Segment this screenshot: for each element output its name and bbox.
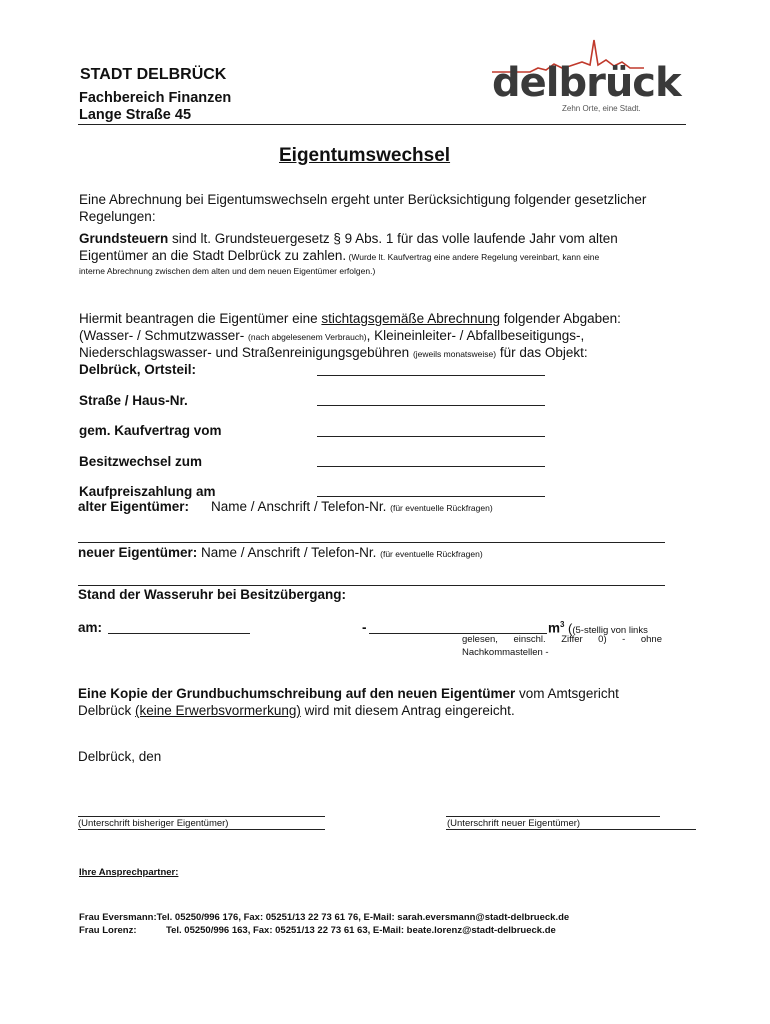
alter-eigentuemer-row	[78, 499, 493, 514]
antrag-line-3	[79, 345, 588, 360]
delbrueck-logo	[490, 38, 681, 118]
grundsteuern-text: sind lt. Grundsteuergesetz § 9 Abs. 1 für das volle laufende Jahr vom alten	[168, 231, 618, 246]
grundsteuern-line-2	[79, 248, 599, 263]
field-label-kaufpreiszahlung: Kaufpreiszahlung am	[79, 484, 216, 499]
wasseruhr-title: Stand der Wasseruhr bei Besitzübergang:	[78, 587, 347, 602]
field-label-besitzwechsel: Besitzwechsel zum	[79, 454, 203, 469]
signature-line-right[interactable]	[446, 816, 660, 817]
antrag-underlined: stichtagsgemäße Abrechnung	[321, 311, 501, 326]
antrag-note: (nach abgelesenem Verbrauch)	[248, 332, 367, 342]
unit-sup: 3	[560, 620, 565, 629]
ortsteil-field[interactable]	[317, 375, 545, 376]
wasseruhr-note-2: gelesen, einschl. Ziffer 0) - ohne	[462, 634, 662, 645]
kopie-rest: vom Amtsgericht	[515, 686, 619, 701]
contact-1	[79, 912, 569, 923]
address: Lange Straße 45	[79, 107, 192, 123]
contact-2	[79, 925, 556, 936]
wasseruhr-dash: -	[362, 620, 367, 635]
kopie-line-2	[78, 703, 515, 718]
grundsteuern-note: (Wurde lt. Kaufvertrag eine andere Regelung vereinbart, kann eine	[346, 252, 600, 262]
grundsteuern-term: Grundsteuern	[79, 231, 169, 246]
kopie-text-end: wird mit diesem Antrag eingereicht.	[300, 703, 515, 718]
neuer-eigentuemer-note: (für eventuelle Rückfragen)	[380, 549, 483, 559]
intro-line-2: Regelungen:	[79, 209, 156, 224]
neuer-eigentuemer-label: neuer Eigentümer:	[78, 545, 198, 560]
signature-underline-right	[446, 829, 696, 830]
logo-tagline: Zehn Orte, eine Stadt.	[562, 104, 641, 113]
signature-line-left[interactable]	[78, 816, 325, 817]
department: Fachbereich Finanzen	[79, 90, 232, 106]
antrag-text-3: Niederschlagswasser- und Straßenreinigungsgebühren	[79, 345, 413, 360]
field-label-strasse: Straße / Haus-Nr.	[79, 393, 188, 408]
grundsteuern-line-1	[79, 231, 618, 246]
antrag-text-end: folgender Abgaben:	[500, 311, 621, 326]
alter-eigentuemer-note: (für eventuelle Rückfragen)	[390, 503, 493, 513]
kopie-underlined: (keine Erwerbsvormerkung)	[135, 703, 301, 718]
grundsteuern-note-2: interne Abrechnung zwischen dem alten und dem neuen Eigentümer erfolgen.)	[79, 266, 376, 276]
antrag-text-3b: für das Objekt:	[496, 345, 588, 360]
antrag-text-2b: , Kleineinleiter- / Abfallbeseitigungs-,	[366, 328, 585, 343]
neuer-eigentuemer-text: Name / Anschrift / Telefon-Nr.	[197, 545, 377, 560]
signature-label-left: (Unterschrift bisheriger Eigentümer)	[78, 818, 229, 829]
contact-1-info: Tel. 05250/996 176, Fax: 05251/13 22 73 61 76, E-Mail: sarah.eversmann@stadt-delbrueck.de	[156, 912, 570, 923]
alter-eigentuemer-field[interactable]	[78, 542, 665, 543]
unit-text: m	[548, 620, 561, 636]
wasseruhr-date-field[interactable]	[108, 633, 250, 634]
logo-wordmark: delbrück	[492, 60, 681, 106]
contact-2-name: Frau Lorenz:	[79, 925, 137, 936]
besitzwechsel-date-field[interactable]	[317, 466, 545, 467]
neuer-eigentuemer-row	[78, 545, 483, 560]
alter-eigentuemer-label: alter Eigentümer:	[78, 499, 190, 514]
grundsteuern-text-2: Eigentümer an die Stadt Delbrück zu zahlen.	[79, 248, 347, 263]
antrag-line-1	[79, 311, 621, 326]
kopie-line-1	[78, 686, 619, 701]
field-label-kaufvertrag: gem. Kaufvertrag vom	[79, 423, 222, 438]
field-label-ortsteil: Delbrück, Ortsteil:	[79, 362, 197, 377]
alter-eigentuemer-text: Name / Anschrift / Telefon-Nr.	[211, 499, 387, 514]
ort-datum: Delbrück, den	[78, 749, 162, 764]
antrag-text-2: (Wasser- / Schmutzwasser-	[79, 328, 249, 343]
contact-2-info: Tel. 05250/996 163, Fax: 05251/13 22 73 61 63, E-Mail: beate.lorenz@stadt-delbrueck.de	[166, 925, 556, 936]
header-divider	[78, 124, 686, 125]
wasseruhr-am-label: am:	[78, 620, 103, 635]
wasseruhr-note-3: Nachkommastellen -	[462, 647, 549, 658]
strasse-field[interactable]	[317, 405, 545, 406]
wasseruhr-note-1: ((5-stellig von links	[568, 621, 648, 636]
kaufvertrag-date-field[interactable]	[317, 436, 545, 437]
kopie-bold: Eine Kopie der Grundbuchumschreibung auf den neuen Eigentümer	[78, 686, 516, 701]
page-title: Eigentumswechsel	[279, 145, 451, 166]
signature-underline-left	[78, 829, 325, 830]
contact-1-name: Frau Eversmann:	[79, 912, 157, 923]
org-name: STADT DELBRÜCK	[80, 66, 227, 83]
antrag-note-2: (jeweils monatsweise)	[412, 349, 497, 359]
kaufpreiszahlung-date-field[interactable]	[317, 496, 545, 497]
intro-line-1: Eine Abrechnung bei Eigentumswechseln ergeht unter Berücksichtigung folgender gesetzlicher	[79, 192, 647, 207]
signature-label-right: (Unterschrift neuer Eigentümer)	[447, 818, 581, 829]
contacts-heading: Ihre Ansprechpartner:	[79, 867, 179, 878]
antrag-line-2	[79, 328, 584, 343]
neuer-eigentuemer-field[interactable]	[78, 585, 665, 586]
note-text: (5-stellig von links	[572, 625, 648, 636]
antrag-text: Hiermit beantragen die Eigentümer eine	[79, 311, 322, 326]
kopie-text: Delbrück	[78, 703, 136, 718]
